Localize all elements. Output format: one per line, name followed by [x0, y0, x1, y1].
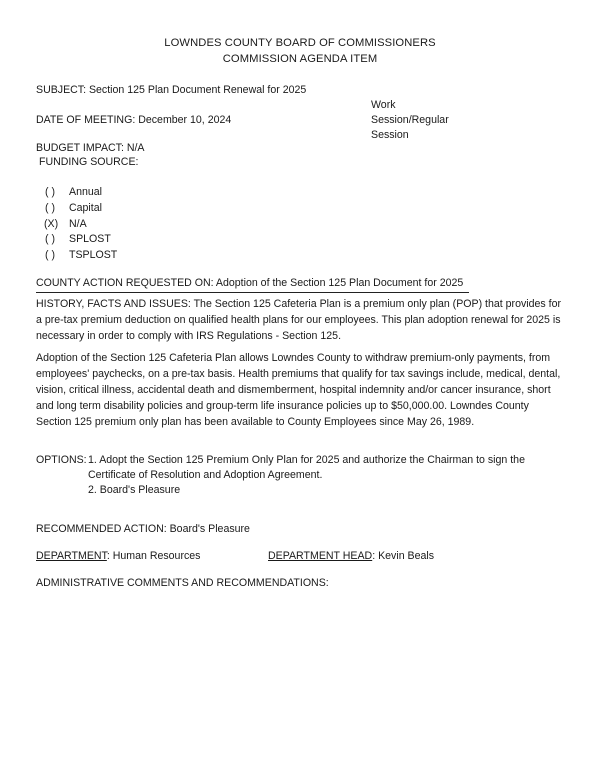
department [36, 548, 200, 564]
funding-option-label: Annual [69, 186, 102, 198]
funding-option-label: Capital [69, 202, 102, 214]
date-of-meeting: DATE OF MEETING: December 10, 2024 [36, 114, 232, 126]
department-head-value: : Kevin Beals [372, 550, 435, 562]
header-agenda-title: COMMISSION AGENDA ITEM [222, 53, 378, 65]
budget-impact: BUDGET IMPACT: N/A [36, 142, 145, 154]
funding-option-capital [45, 200, 102, 216]
checkbox-mark: ( ) [45, 233, 55, 245]
subject-line: SUBJECT: Section 125 Plan Document Renewal for 2025 [36, 84, 307, 96]
option-1-line2: Certificate of Resolution and Adoption Agreement. [88, 469, 323, 481]
administrative-comments: ADMINISTRATIVE COMMENTS AND RECOMMENDATIONS: [36, 577, 329, 589]
department-value: : Human Resources [106, 550, 201, 562]
funding-option-tsplost [45, 247, 117, 263]
department-head [268, 548, 434, 564]
option-1-line1: 1. Adopt the Section 125 Premium Only Plan for 2025 and authorize the Chairman to sign the [88, 454, 525, 466]
meeting-type-line2: Session/Regular [371, 114, 449, 126]
recommended-action: RECOMMENDED ACTION: Board's Pleasure [36, 523, 250, 535]
header-board-title: LOWNDES COUNTY BOARD OF COMMISSIONERS [164, 37, 436, 49]
meeting-type-line1: Work [371, 99, 396, 111]
funding-option-label: N/A [69, 218, 87, 230]
checkbox-mark-checked: (X) [44, 218, 59, 230]
checkbox-mark: ( ) [45, 202, 55, 214]
funding-option-annual [45, 184, 102, 200]
funding-option-label: TSPLOST [69, 249, 118, 261]
funding-option-label: SPLOST [69, 233, 111, 245]
department-head-label: DEPARTMENT HEAD [268, 550, 373, 562]
funding-option-na [44, 216, 87, 232]
options-label: OPTIONS: [36, 454, 87, 466]
checkbox-mark: ( ) [45, 186, 55, 198]
history-facts-issues: HISTORY, FACTS AND ISSUES: The Section 125 Cafeteria Plan is a premium only plan (POP) that provides for a pre-tax premium deduction on qualified health plans for our employees. This plan adoption renewal for 2025 is necessary in order to comply with IRS Regulations - Section 125. [36, 298, 562, 342]
adoption-paragraph: Adoption of the Section 125 Cafeteria Plan allows Lowndes County to withdraw premium-only payments, from employees' paychecks, on a pre-tax basis. Health premiums that qualify for tax savings include, medical, dental, vision, critical illness, accidental death and dismemberment, hospital indemnity and/or cancer insurance, short and long term disability policies and group-term life insurance policies up to $50,000.00. Lowndes County Section 125 premium only plan has been available to County Employees since May 26, 1989. [36, 352, 561, 428]
checkbox-mark: ( ) [45, 249, 55, 261]
option-2: 2. Board's Pleasure [88, 484, 181, 496]
department-label: DEPARTMENT [36, 550, 107, 562]
county-action-requested: COUNTY ACTION REQUESTED ON: Adoption of the Section 125 Plan Document for 2025 [36, 275, 469, 293]
funding-source-label: FUNDING SOURCE: [39, 156, 139, 168]
meeting-type-line3: Session [371, 129, 409, 141]
funding-option-splost [45, 231, 111, 247]
